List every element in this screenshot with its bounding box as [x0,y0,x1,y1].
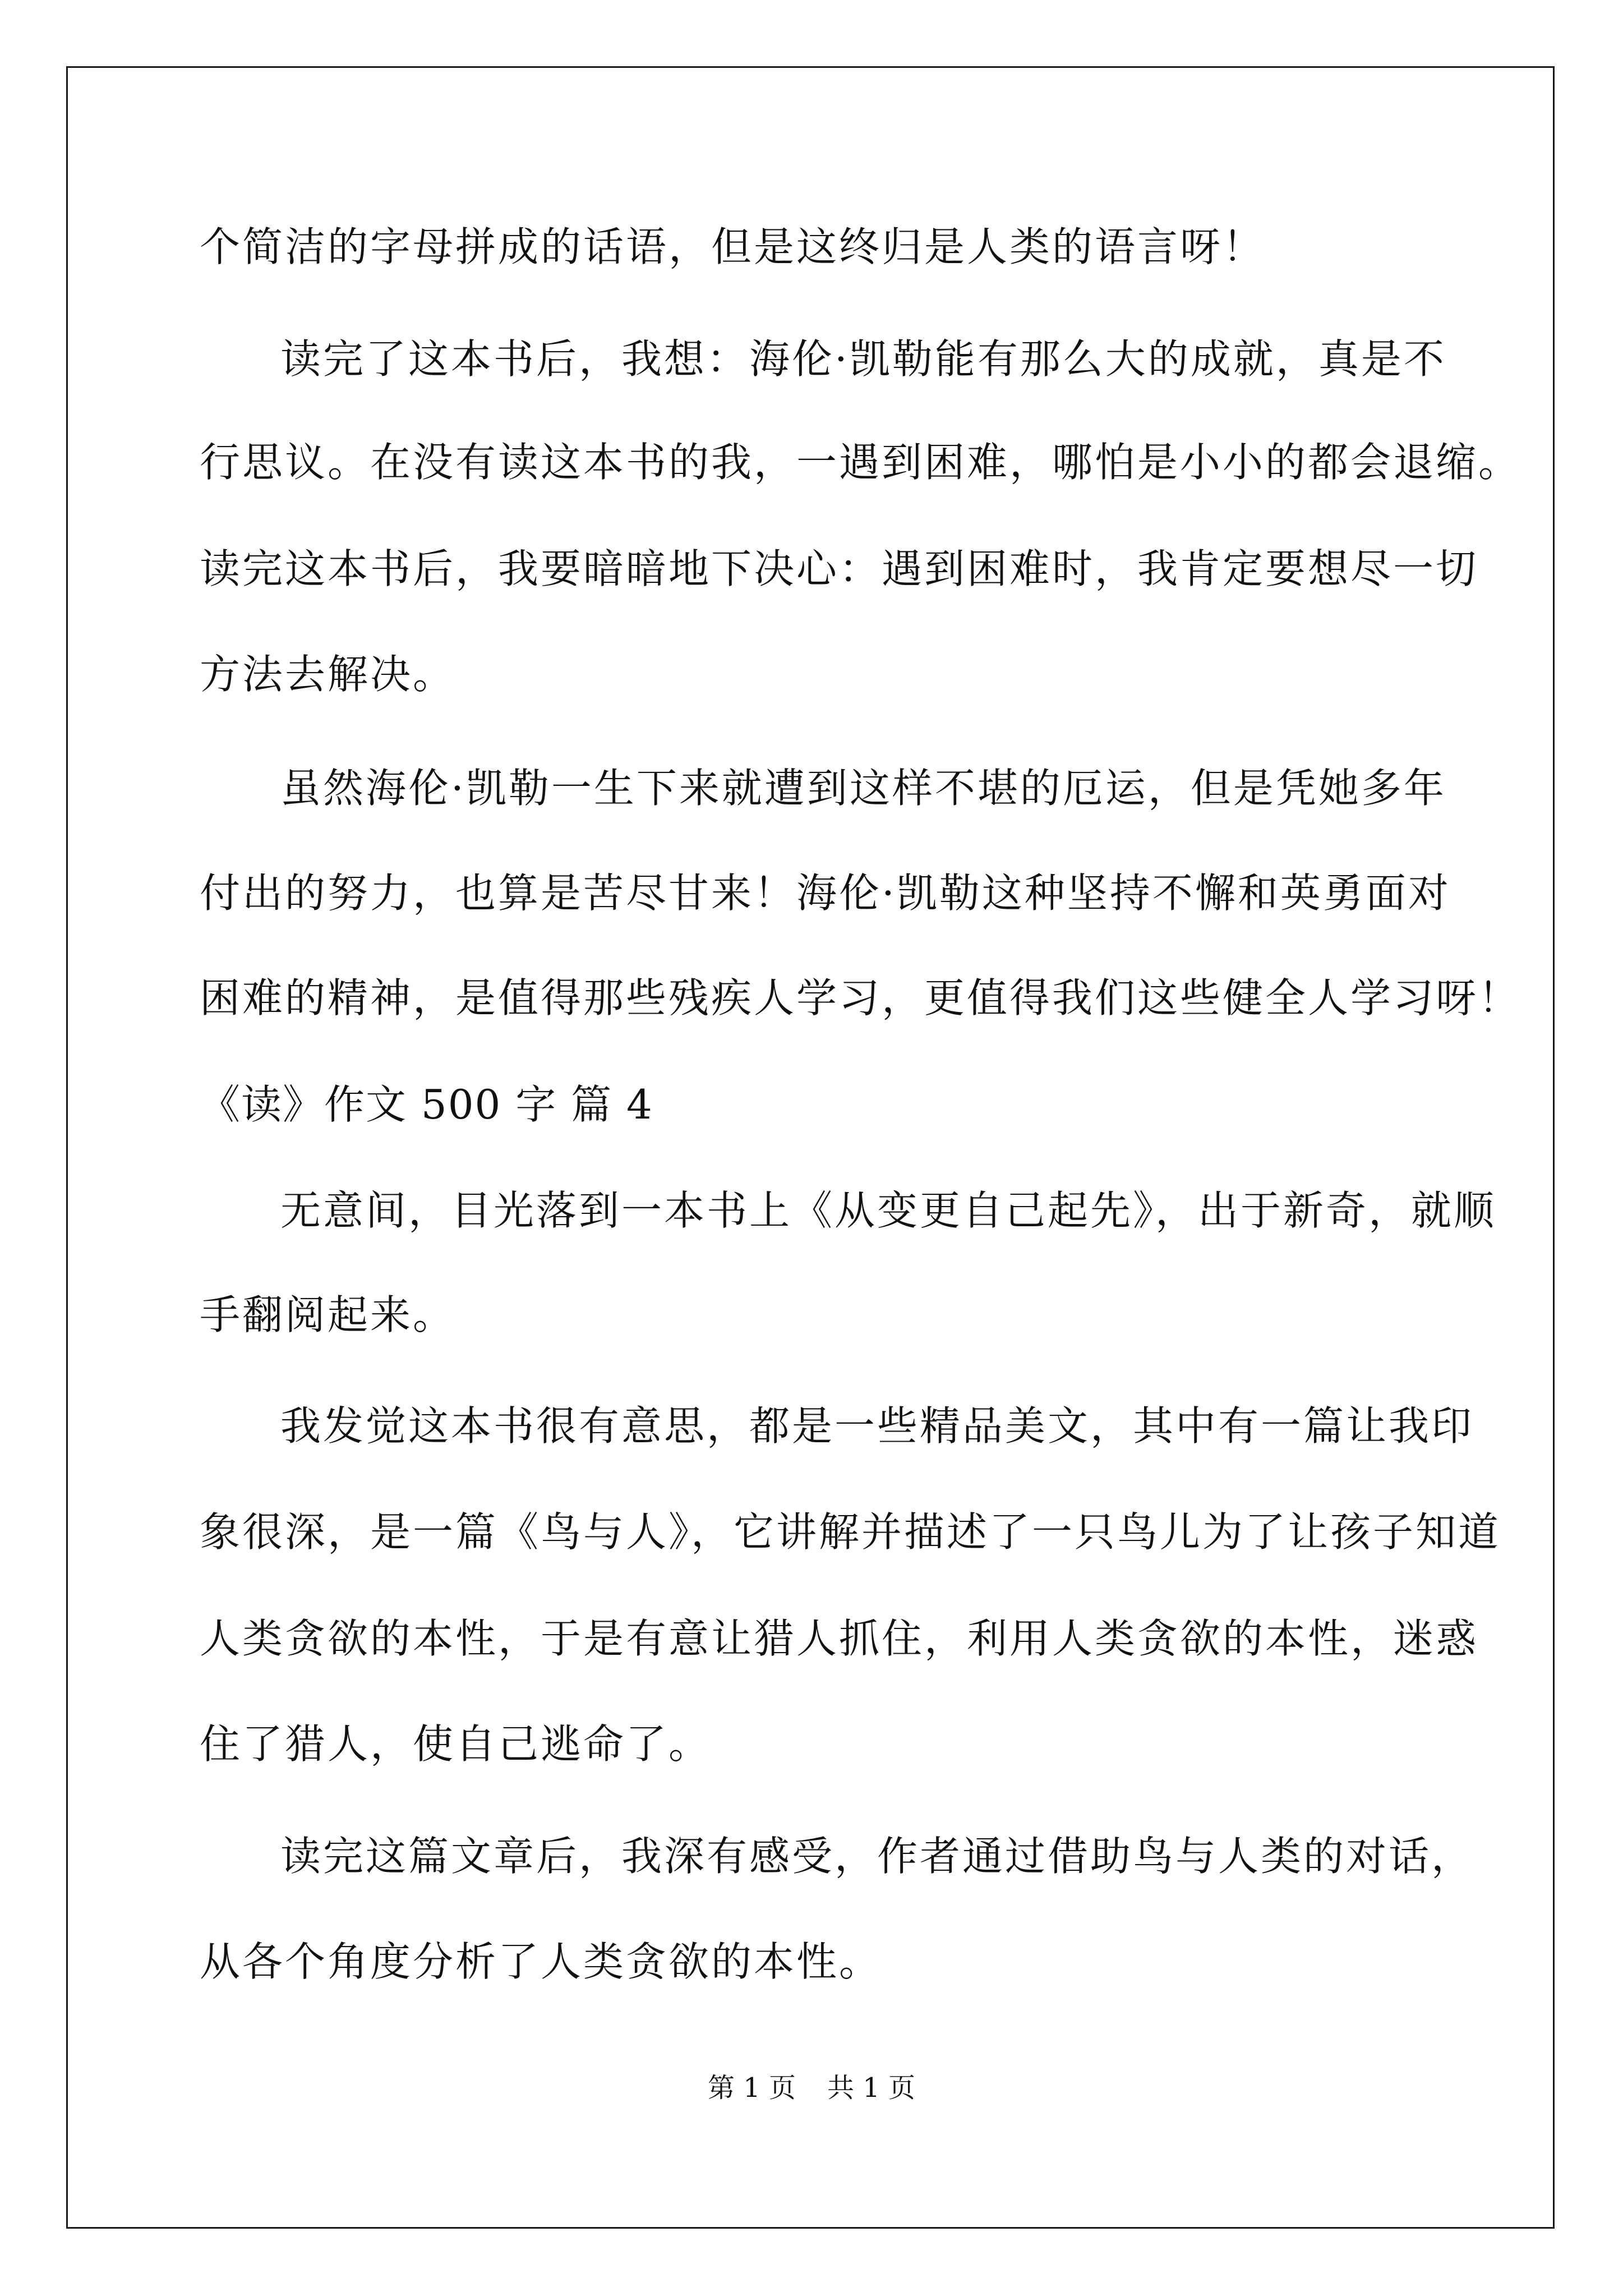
text-line: 付出的努力，也算是苦尽甘来！海伦·凯勒这种坚持不懈和英勇面对 [200,869,1451,917]
page-number-total: 共 1 页 [827,2072,916,2104]
section-heading: 《读》作文 500 字 篇 4 [200,1081,653,1128]
text-line: 人类贪欲的本性，于是有意让猎人抓住，利用人类贪欲的本性，迷惑 [200,1615,1479,1662]
text-line: 无意间，目光落到一本书上《从变更自己起先》，出于新奇，就顺 [280,1187,1497,1234]
text-line: 住了猎人，使自己逃命了。 [200,1720,712,1768]
text-line: 从各个角度分析了人类贪欲的本性。 [200,1938,882,1985]
text-line: 读完这篇文章后，我深有感受，作者通过借助鸟与人类的对话， [280,1833,1474,1880]
text-line: 虽然海伦·凯勒一生下来就遭到这样不堪的厄运，但是凭她多年 [280,765,1446,812]
text-line: 困难的精神，是值得那些残疾人学习，更值得我们这些健全人学习呀！ [200,974,1521,1022]
text-line: 象很深，是一篇《鸟与人》，它讲解并描述了一只鸟儿为了让孩子知道 [200,1508,1501,1556]
text-line: 读完了这本书后，我想：海伦·凯勒能有那么大的成就，真是不 [280,335,1446,383]
text-line: 行思议。在没有读这本书的我，一遇到困难，哪怕是小小的都会退缩。 [200,439,1521,486]
text-line: 个简洁的字母拼成的话语，但是这终归是人类的语言呀！ [200,223,1266,270]
text-line: 读完这本书后，我要暗暗地下决心：遇到困难时，我肯定要想尽一切 [200,545,1479,592]
page-footer [0,2070,1623,2106]
page-border [66,66,1555,2229]
text-line: 方法去解决。 [200,651,456,698]
page-number-current: 第 1 页 [707,2072,796,2104]
text-line: 手翻阅起来。 [200,1291,456,1338]
text-line: 我发觉这本书很有意思，都是一些精品美文，其中有一篇让我印 [280,1402,1474,1450]
